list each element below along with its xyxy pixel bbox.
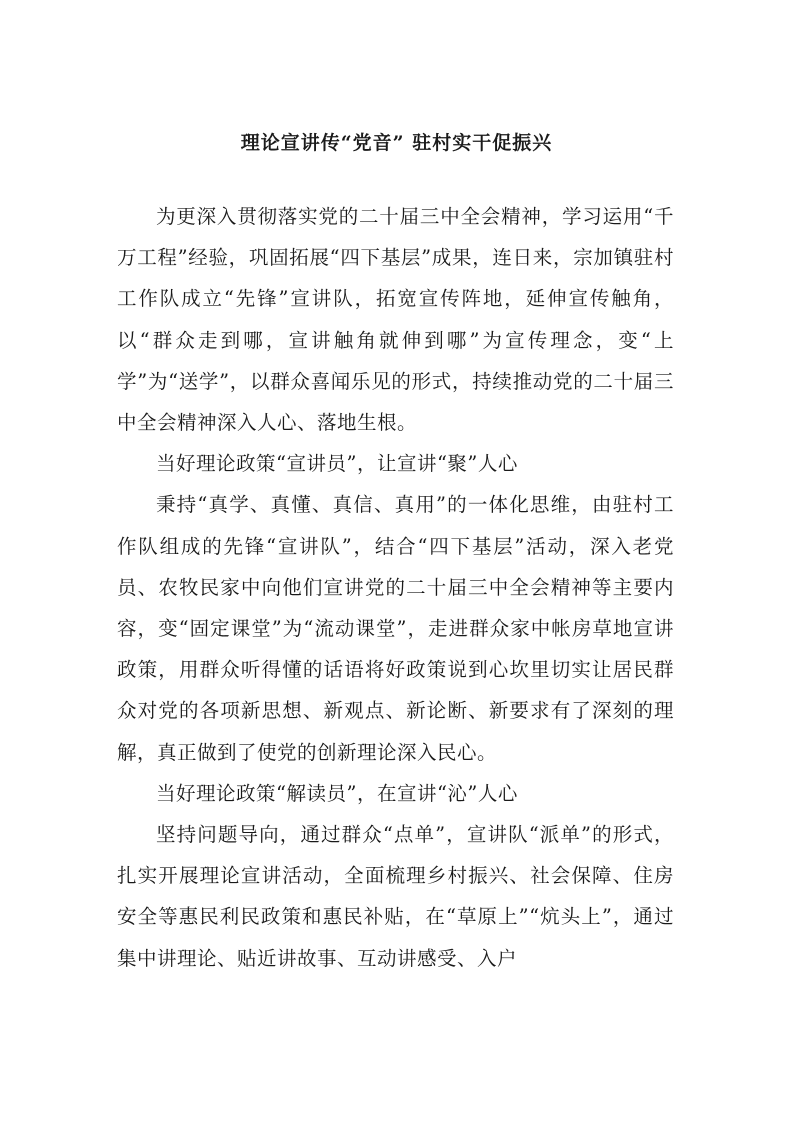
paragraph-section-2: 坚持问题导向，通过群众“点单”，宣讲队“派单”的形式，扎实开展理论宣讲活动，全面梳理乡村振兴、社会保障、住房安全等惠民利民政策和惠民补贴，在“草原上”“炕头上”，通过集中讲理论、贴近讲故事、互动讲感受、入户: [117, 823, 674, 970]
document-title: 理论宣讲传“党音” 驻村实干促振兴: [240, 132, 553, 154]
paragraph-intro: 为更深入贯彻落实党的二十届三中全会精神，学习运用“千万工程”经验，巩固拓展“四下基层”成果，连日来，宗加镇驻村工作队成立“先锋”宣讲队，拓宽宣传阵地，延伸宣传触角，以“群众走到哪，宣讲触角就伸到哪”为宣传理念，变“上学”为“送学”，以群众喜闻乐见的形式，持续推动党的二十届三中全会精神深入人心、落地生根。: [117, 205, 674, 435]
section-heading-1: 当好理论政策“宣讲员”，让宣讲“聚”人心: [156, 452, 518, 476]
section-heading-2: 当好理论政策“解读员”，在宣讲“沁”人心: [156, 781, 518, 805]
document-body: [117, 196, 674, 979]
paragraph-section-1: 秉持“真学、真懂、真信、真用”的一体化思维，由驻村工作队组成的先锋“宣讲队”，结合“四下基层”活动，深入老党员、农牧民家中向他们宣讲党的二十届三中全会精神等主要内容，变“固定课堂”为“流动课堂”，走进群众家中帐房草地宣讲政策，用群众听得懂的话语将好政策说到心坎里切实让居民群众对党的各项新思想、新观点、新论断、新要求有了深刻的理解，真正做到了使党的创新理论深入民心。: [117, 493, 674, 764]
